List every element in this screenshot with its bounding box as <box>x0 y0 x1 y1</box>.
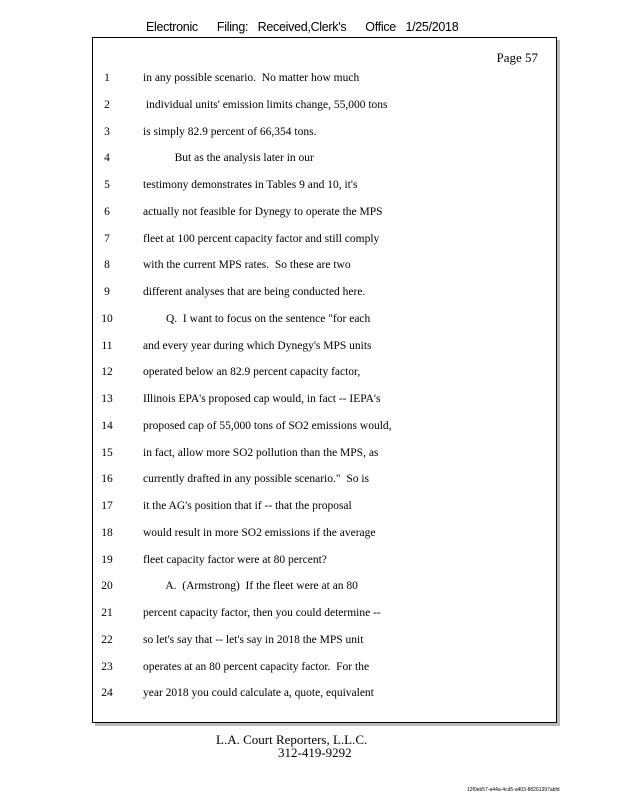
line-text: A. (Armstrong) If the fleet were at an 80 <box>143 580 358 593</box>
line-number: 6 <box>104 205 110 218</box>
line-number: 18 <box>101 526 113 539</box>
line-number: 22 <box>101 633 113 646</box>
line-number: 11 <box>101 339 113 352</box>
line-number: 3 <box>104 125 110 138</box>
line-text: percent capacity factor, then you could determine -- <box>143 607 381 619</box>
line-number: 17 <box>101 500 113 512</box>
line-number: 23 <box>101 660 113 673</box>
line-text: different analyses that are being conducted here. <box>143 286 366 298</box>
line-number: 12 <box>101 366 113 379</box>
line-text: so let's say that -- let's say in 2018 the MPS unit <box>143 633 364 646</box>
line-text: testimony demonstrates in Tables 9 and 10, it's <box>143 179 358 191</box>
line-text: would result in more SO2 emissions if the average <box>143 526 376 539</box>
line-number: 9 <box>104 286 110 298</box>
line-number: 4 <box>104 152 110 165</box>
line-number: 16 <box>101 473 113 486</box>
line-text: Illinois EPA's proposed cap would, in fact -- IEPA's <box>143 393 381 405</box>
line-number: 15 <box>101 446 113 459</box>
line-text: and every year during which Dynegy's MPS units <box>143 339 372 352</box>
line-number: 2 <box>104 98 110 111</box>
line-text: fleet at 100 percent capacity factor and still comply <box>143 232 380 245</box>
line-text: fleet capacity factor were at 80 percent? <box>143 553 327 566</box>
line-number: 10 <box>101 312 113 325</box>
line-number: 20 <box>101 580 113 593</box>
footer <box>216 733 367 759</box>
filing-stamp: Electronic Filing: Received,Clerk's Office 1/25/2018 <box>146 20 459 34</box>
line-text: in any possible scenario. No matter how much <box>143 72 360 84</box>
line-text: in fact, allow more SO2 pollution than the MPS, as <box>143 446 379 459</box>
line-text: But as the analysis later in our <box>143 152 314 165</box>
line-number: 13 <box>101 393 113 405</box>
line-number: 21 <box>101 607 113 619</box>
line-number: 14 <box>101 419 113 432</box>
transcript-page <box>92 37 557 723</box>
line-text: individual units' emission limits change, 55,000 tons <box>143 98 388 111</box>
line-text: operates at an 80 percent capacity factor. For the <box>143 660 370 673</box>
line-text: currently drafted in any possible scenario." So is <box>143 473 370 486</box>
line-text: is simply 82.9 percent of 66,354 tons. <box>143 125 317 138</box>
line-number: 19 <box>101 553 113 566</box>
line-text: actually not feasible for Dynegy to operate the MPS <box>143 205 383 218</box>
line-number: 24 <box>101 687 113 700</box>
reporter-company: L.A. Court Reporters, L.L.C. <box>216 732 368 747</box>
line-number: 5 <box>104 179 110 191</box>
line-text: operated below an 82.9 percent capacity factor, <box>143 366 361 379</box>
line-number: 1 <box>104 72 110 84</box>
line-text: year 2018 you could calculate a, quote, equivalent <box>143 687 374 700</box>
line-text: proposed cap of 55,000 tons of SO2 emissions would, <box>143 419 392 432</box>
line-text: with the current MPS rates. So these are two <box>143 259 351 272</box>
line-text: Q. I want to focus on the sentence "for each <box>143 312 371 325</box>
reporter-phone: 312-419-9292 <box>278 745 352 760</box>
line-text: it the AG's position that if -- that the proposal <box>143 500 352 512</box>
line-number: 8 <box>104 259 110 272</box>
page-number: Page 57 <box>496 50 538 65</box>
document-hash: 12f0eb57-a44a-4cd5-a403-88261397abfd <box>467 787 560 793</box>
line-number: 7 <box>104 232 110 245</box>
